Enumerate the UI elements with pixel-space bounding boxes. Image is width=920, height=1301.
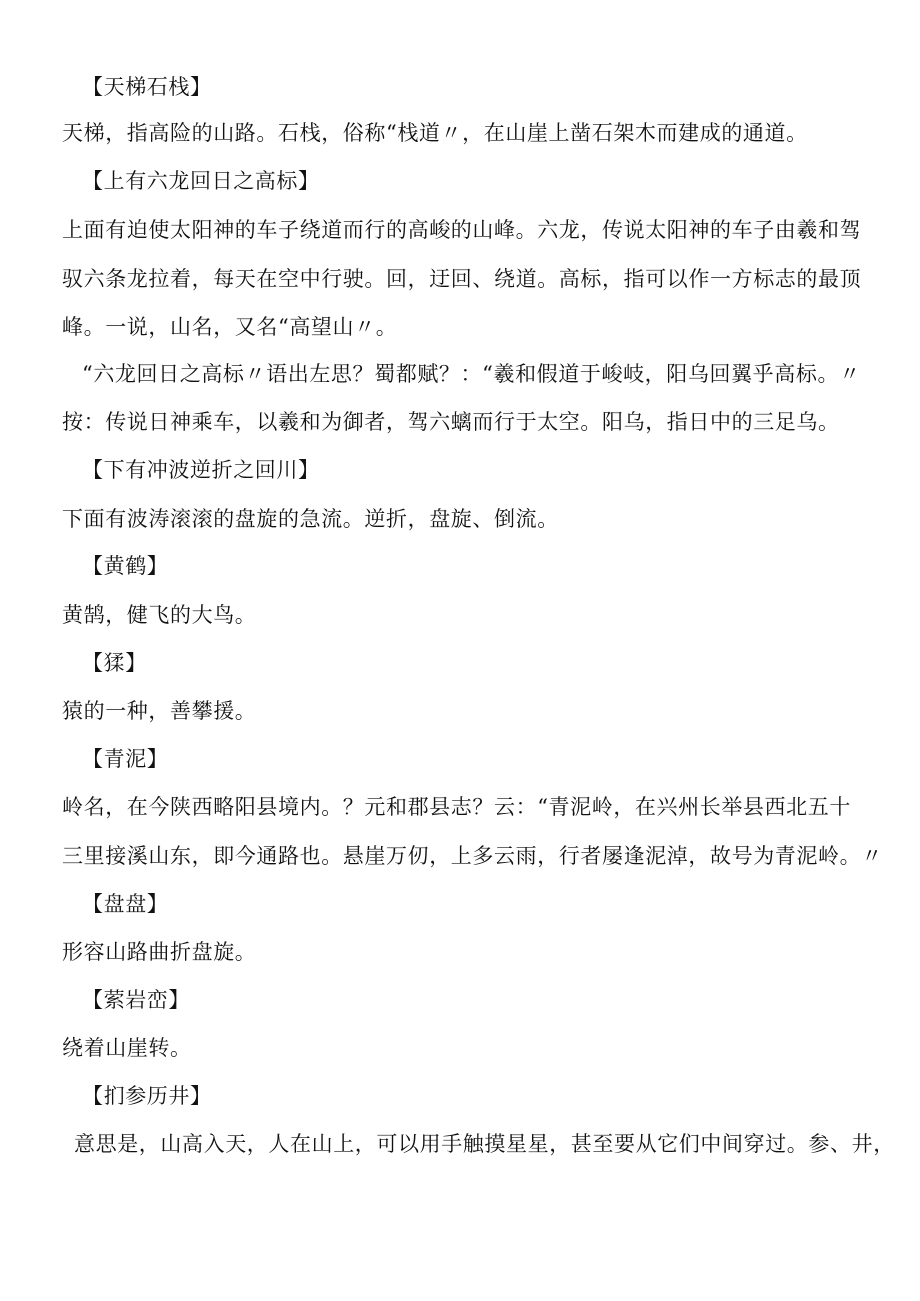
definition-line: 上面有迫使太阳神的车子绕道而行的高峻的山峰。六龙，传说太阳神的车子由羲和驾 bbox=[62, 218, 862, 242]
term-heading-tianti-shizhan: 【天梯石栈】 bbox=[82, 75, 212, 99]
definition-line: 岭名，在今陕西略阳县境内。？元和郡县志？云：“青泥岭，在兴州长举县西北五十 bbox=[62, 795, 851, 819]
term-heading-chongbo-nizhe: 【下有冲波逆折之回川】 bbox=[82, 458, 320, 482]
definition-line: 按：传说日神乘车，以羲和为御者，驾六螭而行于太空。阳乌，指日中的三足乌。 bbox=[62, 410, 840, 434]
term-heading-qingni: 【青泥】 bbox=[82, 747, 169, 771]
term-heading-nao: 【猱】 bbox=[82, 651, 147, 675]
definition-line: 下面有波涛滚滚的盘旋的急流。逆折，盘旋、倒流。 bbox=[62, 507, 559, 531]
definition-line: 黄鹄，健飞的大鸟。 bbox=[62, 603, 257, 627]
term-heading-liulong-huiri: 【上有六龙回日之高标】 bbox=[82, 169, 320, 193]
term-heading-huanghe: 【黄鹤】 bbox=[82, 554, 169, 578]
term-heading-panpan: 【盘盘】 bbox=[82, 892, 169, 916]
definition-line: 意思是，山高入天，人在山上，可以用手触摸星星，甚至要从它们中间穿过。参、井， bbox=[74, 1132, 895, 1156]
definition-line: 猿的一种，善攀援。 bbox=[62, 699, 257, 723]
term-heading-menshen-lijing: 【扪参历井】 bbox=[82, 1084, 212, 1108]
definition-line: 形容山路曲折盘旋。 bbox=[62, 940, 257, 964]
term-heading-ying-yanluan: 【萦岩峦】 bbox=[82, 988, 190, 1012]
definition-line: 绕着山崖转。 bbox=[62, 1036, 192, 1060]
definition-line: 峰。一说，山名，又名“高望山〃。 bbox=[62, 315, 398, 339]
definition-line: 天梯，指高险的山路。石栈，俗称“栈道〃，在山崖上凿石架木而建成的通道。 bbox=[62, 121, 808, 145]
definition-line: 驭六条龙拉着，每天在空中行驶。回，迂回、绕道。高标，指可以作一方标志的最顶 bbox=[62, 267, 862, 291]
definition-line: 三里接溪山东，即今通路也。悬崖万仞，上多云雨，行者屡逢泥淖，故号为青泥岭。〃 bbox=[62, 844, 883, 868]
quotation-line: “六龙回日之高标〃语出左思？蜀都赋？：“羲和假道于峻岐，阳乌回翼乎高标。〃 bbox=[82, 362, 861, 386]
